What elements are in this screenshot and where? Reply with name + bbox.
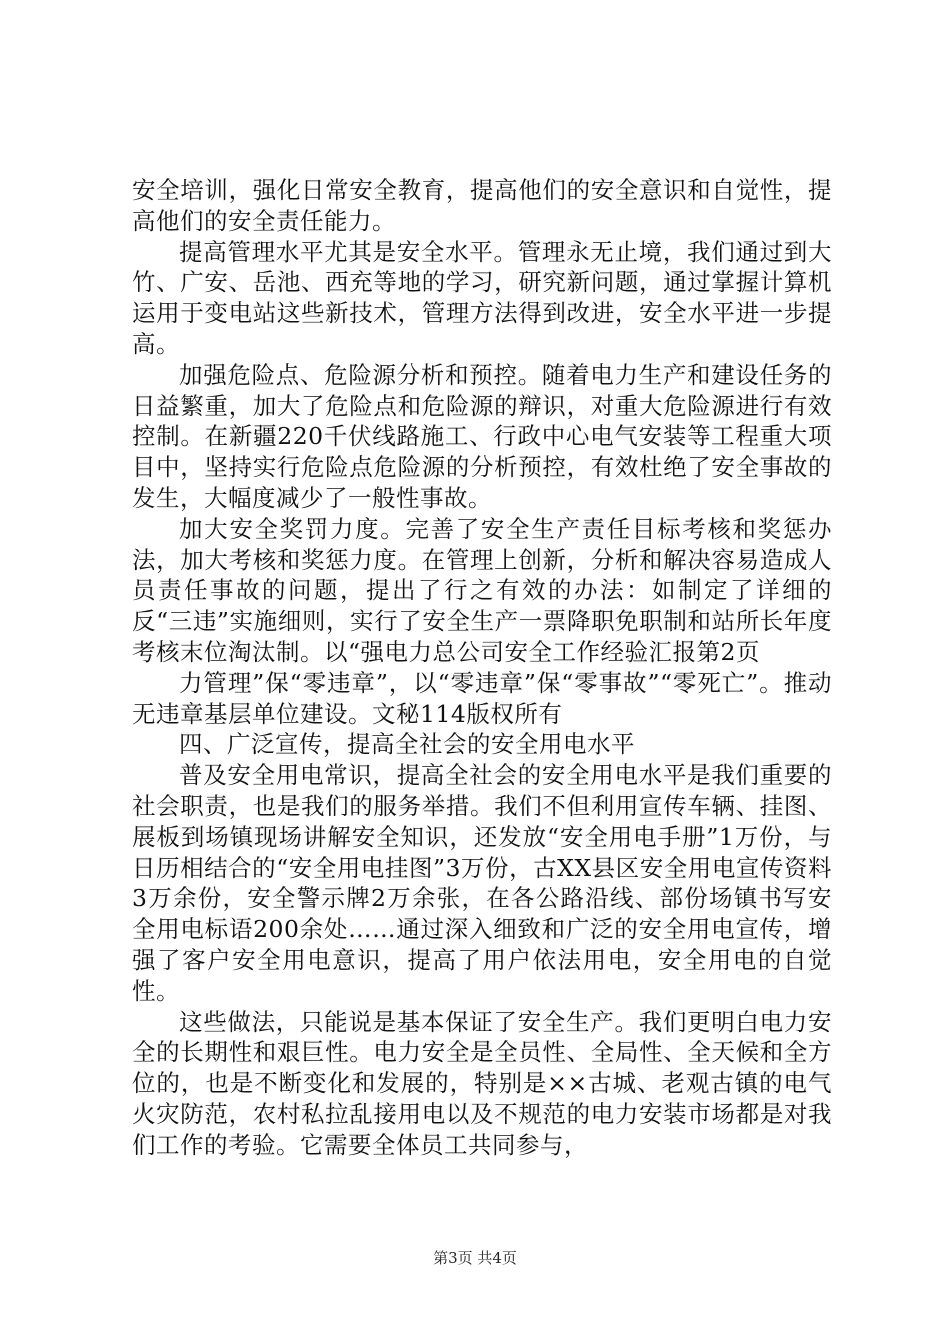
paragraph-7: 普及安全用电常识，提高全社会的安全用电水平是我们重要的社会职责，也是我们的服务举措。我们不但利用宣传车辆、挂图、展板到场镇现场讲解安全知识，还发放“安全用电手册”1万份，与日历相结合的“安全用电挂图”3万份，古XX县区安全用电宣传资料3万余份，安全警示牌2万余张，在各公路沿线、部份场镇书写安全用电标语200余处……通过深入细致和广泛的安全用电宣传，增强了客户安全用电意识，提高了用户依法用电，安全用电的自觉性。 [132,761,832,1005]
section-heading: 四、广泛宣传，提高全社会的安全用电水平 [179,730,635,759]
paragraph-8: 这些做法，只能说是基本保证了安全生产。我们更明白电力安全的长期性和艰巨性。电力安全是全员性、全局性、全天候和全方位的，也是不断变化和发展的，特别是××古城、老观古镇的电气火灾防范，农村私拉乱接用电以及不规范的电力安装市场都是对我们工作的考验。它需要全体员工共同参与， [132,1007,832,1159]
paragraph-2: 提高管理水平尤其是安全水平。管理永无止境，我们通过到大竹、广安、岳池、西充等地的学习，研究新问题，通过掌握计算机运用于变电站这些新技术，管理方法得到改进，安全水平进一步提高。 [132,237,832,358]
document-body [132,175,832,1161]
paragraph-1: 安全培训，强化日常安全教育，提高他们的安全意识和自觉性，提高他们的安全责任能力。 [132,176,832,235]
paragraph-5: 力管理”保“零违章”，以“零违章”保“零事故”“零死亡”。推动无违章基层单位建设。文秘114版权所有 [132,668,832,728]
paragraph-4: 加大安全奖罚力度。完善了安全生产责任目标考核和奖惩办法，加大考核和奖惩力度。在管理上创新，分析和解决容易造成人员责任事故的问题，提出了行之有效的办法：如制定了详细的反“三违”实施细则，实行了安全生产一票降职免职制和站所长年度考核末位淘汰制。以“强电力总公司安全工作经验汇报第2页 [132,514,832,666]
page-footer: 第3页 共4页 [433,1249,517,1267]
paragraph-3: 加强危险点、危险源分析和预控。随着电力生产和建设任务的日益繁重，加大了危险点和危险源的辩识，对重大危险源进行有效控制。在新疆220千伏线路施工、行政中心电气安装等工程重大项目中，坚持实行危险点危险源的分析预控，有效杜绝了安全事故的发生，大幅度减少了一般性事故。 [132,360,832,512]
